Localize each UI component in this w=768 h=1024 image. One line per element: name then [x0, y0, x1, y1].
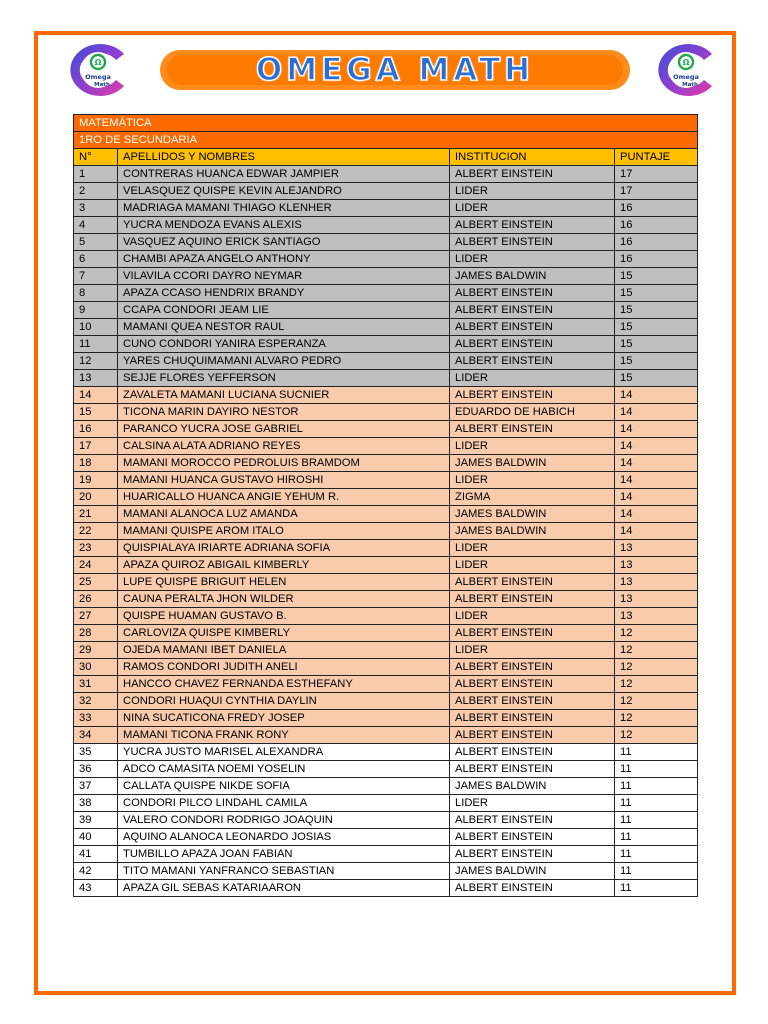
cell-number: 10 [74, 319, 118, 336]
cell-number: 4 [74, 217, 118, 234]
cell-score: 11 [615, 812, 698, 829]
cell-name: CAUNA PERALTA JHON WILDER [118, 591, 450, 608]
table-row [74, 540, 698, 557]
cell-score: 11 [615, 795, 698, 812]
table-row [74, 880, 698, 897]
cell-name: CARLOVIZA QUISPE KIMBERLY [118, 625, 450, 642]
cell-institution: ALBERT EINSTEIN [450, 319, 615, 336]
table-row [74, 472, 698, 489]
cell-number: 15 [74, 404, 118, 421]
cell-name: TITO MAMANI YANFRANCO SEBASTIAN [118, 863, 450, 880]
cell-institution: LIDER [450, 557, 615, 574]
cell-number: 41 [74, 846, 118, 863]
cell-score: 14 [615, 472, 698, 489]
table-row [74, 268, 698, 285]
cell-name: MADRIAGA MAMANI THIAGO KLENHER [118, 200, 450, 217]
title-row [74, 115, 698, 132]
column-header-number: N° [74, 149, 118, 166]
cell-score: 11 [615, 744, 698, 761]
cell-institution: JAMES BALDWIN [450, 506, 615, 523]
cell-number: 8 [74, 285, 118, 302]
cell-institution: ALBERT EINSTEIN [450, 285, 615, 302]
cell-score: 14 [615, 489, 698, 506]
cell-score: 12 [615, 625, 698, 642]
table-row [74, 217, 698, 234]
cell-name: APAZA CCASO HENDRIX BRANDY [118, 285, 450, 302]
cell-name: PARANCO YUCRA JOSE GABRIEL [118, 421, 450, 438]
cell-name: ADCO CAMASITA NOEMI YOSELIN [118, 761, 450, 778]
brand-title: OMEGA MATH [255, 52, 535, 88]
cell-score: 16 [615, 234, 698, 251]
cell-score: 12 [615, 710, 698, 727]
cell-number: 35 [74, 744, 118, 761]
cell-institution: ALBERT EINSTEIN [450, 829, 615, 846]
cell-score: 14 [615, 455, 698, 472]
table-row [74, 863, 698, 880]
cell-name: MAMANI ALANOCA LUZ AMANDA [118, 506, 450, 523]
cell-number: 16 [74, 421, 118, 438]
cell-name: CHAMBI APAZA ANGELO ANTHONY [118, 251, 450, 268]
cell-name: VILAVILA CCORI DAYRO NEYMAR [118, 268, 450, 285]
cell-institution: ALBERT EINSTEIN [450, 387, 615, 404]
cell-name: MAMANI HUANCA GUSTAVO HIROSHI [118, 472, 450, 489]
cell-number: 13 [74, 370, 118, 387]
cell-number: 34 [74, 727, 118, 744]
cell-institution: LIDER [450, 608, 615, 625]
cell-score: 17 [615, 183, 698, 200]
cell-institution: LIDER [450, 642, 615, 659]
header-row [74, 149, 698, 166]
table-row [74, 302, 698, 319]
cell-name: CONDORI PILCO LINDAHL CAMILA [118, 795, 450, 812]
cell-score: 15 [615, 302, 698, 319]
table-row [74, 336, 698, 353]
table-row [74, 353, 698, 370]
cell-institution: LIDER [450, 438, 615, 455]
cell-name: VASQUEZ AQUINO ERICK SANTIAGO [118, 234, 450, 251]
table-row [74, 710, 698, 727]
table-row [74, 251, 698, 268]
cell-name: AQUINO ALANOCA LEONARDO JOSIAS [118, 829, 450, 846]
cell-institution: ALBERT EINSTEIN [450, 625, 615, 642]
cell-name: MAMANI QUISPE AROM ITALO [118, 523, 450, 540]
cell-name: QUISPIALAYA IRIARTE ADRIANA SOFIA [118, 540, 450, 557]
cell-score: 13 [615, 540, 698, 557]
cell-score: 14 [615, 438, 698, 455]
cell-institution: ALBERT EINSTEIN [450, 710, 615, 727]
cell-institution: ALBERT EINSTEIN [450, 166, 615, 183]
table-row [74, 693, 698, 710]
table-row [74, 642, 698, 659]
table-row [74, 387, 698, 404]
table-row [74, 608, 698, 625]
table-row [74, 778, 698, 795]
cell-score: 14 [615, 523, 698, 540]
column-header-score: PUNTAJE [615, 149, 698, 166]
cell-score: 17 [615, 166, 698, 183]
cell-name: VELASQUEZ QUISPE KEVIN ALEJANDRO [118, 183, 450, 200]
cell-institution: ALBERT EINSTEIN [450, 812, 615, 829]
table-row [74, 829, 698, 846]
cell-score: 15 [615, 319, 698, 336]
table-row [74, 727, 698, 744]
cell-number: 26 [74, 591, 118, 608]
cell-institution: LIDER [450, 540, 615, 557]
cell-score: 11 [615, 880, 698, 897]
cell-number: 23 [74, 540, 118, 557]
cell-institution: LIDER [450, 370, 615, 387]
cell-score: 14 [615, 506, 698, 523]
cell-score: 14 [615, 421, 698, 438]
cell-institution: JAMES BALDWIN [450, 523, 615, 540]
cell-institution: JAMES BALDWIN [450, 778, 615, 795]
cell-number: 40 [74, 829, 118, 846]
cell-name: CALSINA ALATA ADRIANO REYES [118, 438, 450, 455]
cell-name: ZAVALETA MAMANI LUCIANA SUCNIER [118, 387, 450, 404]
cell-number: 12 [74, 353, 118, 370]
cell-institution: ZIGMA [450, 489, 615, 506]
cell-institution: ALBERT EINSTEIN [450, 676, 615, 693]
cell-score: 12 [615, 693, 698, 710]
cell-name: RAMOS CONDORI JUDITH ANELI [118, 659, 450, 676]
cell-institution: ALBERT EINSTEIN [450, 727, 615, 744]
table-row [74, 523, 698, 540]
cell-number: 14 [74, 387, 118, 404]
table-row [74, 285, 698, 302]
cell-score: 16 [615, 217, 698, 234]
cell-institution: LIDER [450, 251, 615, 268]
svg-text:Ω: Ω [94, 58, 102, 67]
logo-caption-line1: Omega [85, 73, 111, 81]
cell-number: 7 [74, 268, 118, 285]
table-row [74, 744, 698, 761]
logo-caption-line2: Math [682, 82, 698, 88]
cell-number: 39 [74, 812, 118, 829]
cell-institution: ALBERT EINSTEIN [450, 234, 615, 251]
cell-institution: ALBERT EINSTEIN [450, 353, 615, 370]
results-table [73, 114, 698, 897]
cell-score: 13 [615, 608, 698, 625]
cell-score: 15 [615, 353, 698, 370]
table-row [74, 455, 698, 472]
table-row [74, 591, 698, 608]
cell-number: 20 [74, 489, 118, 506]
cell-institution: LIDER [450, 795, 615, 812]
cell-name: TICONA MARIN DAYIRO NESTOR [118, 404, 450, 421]
cell-number: 30 [74, 659, 118, 676]
logo-caption-line1: Omega [673, 73, 699, 81]
table-row [74, 200, 698, 217]
cell-institution: ALBERT EINSTEIN [450, 217, 615, 234]
cell-name: LUPE QUISPE BRIGUIT HELEN [118, 574, 450, 591]
cell-score: 16 [615, 251, 698, 268]
cell-name: MAMANI QUEA NESTOR RAUL [118, 319, 450, 336]
table-row [74, 659, 698, 676]
cell-institution: EDUARDO DE HABICH [450, 404, 615, 421]
table-row [74, 812, 698, 829]
cell-name: CUNO CONDORI YANIRA ESPERANZA [118, 336, 450, 353]
cell-name: CALLATA QUISPE NIKDE SOFIA [118, 778, 450, 795]
omega-math-logo-left [58, 42, 138, 98]
table-title: MATEMÁTICA [74, 115, 698, 132]
cell-name: QUISPE HUAMAN GUSTAVO B. [118, 608, 450, 625]
table-row [74, 846, 698, 863]
cell-institution: ALBERT EINSTEIN [450, 302, 615, 319]
cell-number: 22 [74, 523, 118, 540]
cell-name: VALERO CONDORI RODRIGO JOAQUIN [118, 812, 450, 829]
table-row [74, 761, 698, 778]
cell-score: 12 [615, 642, 698, 659]
cell-score: 11 [615, 778, 698, 795]
cell-number: 32 [74, 693, 118, 710]
cell-score: 13 [615, 557, 698, 574]
column-header-names: APELLIDOS Y NOMBRES [118, 149, 450, 166]
table-row [74, 319, 698, 336]
cell-institution: ALBERT EINSTEIN [450, 744, 615, 761]
cell-name: CCAPA CONDORI JEAM LIE [118, 302, 450, 319]
table-row [74, 370, 698, 387]
cell-name: APAZA QUIROZ ABIGAIL KIMBERLY [118, 557, 450, 574]
cell-score: 11 [615, 761, 698, 778]
cell-score: 12 [615, 727, 698, 744]
logo-caption-line2: Math [94, 82, 110, 88]
cell-score: 11 [615, 846, 698, 863]
table-row [74, 404, 698, 421]
cell-score: 13 [615, 591, 698, 608]
column-header-institution: INSTITUCION [450, 149, 615, 166]
cell-number: 42 [74, 863, 118, 880]
cell-number: 3 [74, 200, 118, 217]
cell-score: 13 [615, 574, 698, 591]
cell-score: 15 [615, 370, 698, 387]
cell-institution: ALBERT EINSTEIN [450, 421, 615, 438]
table-row [74, 557, 698, 574]
cell-number: 18 [74, 455, 118, 472]
cell-name: APAZA GIL SEBAS KATARIAARON [118, 880, 450, 897]
table-row [74, 166, 698, 183]
cell-institution: ALBERT EINSTEIN [450, 591, 615, 608]
cell-score: 14 [615, 387, 698, 404]
table-row [74, 795, 698, 812]
cell-number: 33 [74, 710, 118, 727]
table-row [74, 625, 698, 642]
cell-institution: LIDER [450, 472, 615, 489]
cell-number: 27 [74, 608, 118, 625]
brand-banner [160, 50, 630, 90]
cell-name: CONDORI HUAQUI CYNTHIA DAYLIN [118, 693, 450, 710]
table-row [74, 421, 698, 438]
table-subtitle: 1RO DE SECUNDARIA [74, 132, 698, 149]
cell-number: 25 [74, 574, 118, 591]
table-row [74, 183, 698, 200]
cell-score: 12 [615, 676, 698, 693]
cell-number: 5 [74, 234, 118, 251]
table-row [74, 676, 698, 693]
cell-institution: LIDER [450, 183, 615, 200]
cell-number: 2 [74, 183, 118, 200]
cell-number: 36 [74, 761, 118, 778]
svg-text:Ω: Ω [682, 58, 690, 67]
cell-institution: JAMES BALDWIN [450, 863, 615, 880]
cell-number: 24 [74, 557, 118, 574]
cell-number: 31 [74, 676, 118, 693]
cell-number: 21 [74, 506, 118, 523]
cell-name: YARES CHUQUIMAMANI ALVARO PEDRO [118, 353, 450, 370]
table-row [74, 489, 698, 506]
cell-name: NINA SUCATICONA FREDY JOSEP [118, 710, 450, 727]
cell-institution: ALBERT EINSTEIN [450, 336, 615, 353]
cell-number: 6 [74, 251, 118, 268]
cell-score: 11 [615, 829, 698, 846]
cell-name: YUCRA JUSTO MARISEL ALEXANDRA [118, 744, 450, 761]
cell-institution: ALBERT EINSTEIN [450, 693, 615, 710]
cell-name: TUMBILLO APAZA JOAN FABIAN [118, 846, 450, 863]
cell-name: SEJJE FLORES YEFFERSON [118, 370, 450, 387]
cell-institution: ALBERT EINSTEIN [450, 761, 615, 778]
cell-number: 1 [74, 166, 118, 183]
cell-name: MAMANI TICONA FRANK RONY [118, 727, 450, 744]
cell-number: 37 [74, 778, 118, 795]
cell-institution: LIDER [450, 200, 615, 217]
cell-name: MAMANI MOROCCO PEDROLUIS BRAMDOM [118, 455, 450, 472]
cell-number: 9 [74, 302, 118, 319]
cell-score: 16 [615, 200, 698, 217]
cell-institution: ALBERT EINSTEIN [450, 659, 615, 676]
cell-institution: ALBERT EINSTEIN [450, 574, 615, 591]
cell-number: 19 [74, 472, 118, 489]
brand-banner-inner [167, 52, 623, 88]
cell-name: CONTRERAS HUANCA EDWAR JAMPIER [118, 166, 450, 183]
table-row [74, 234, 698, 251]
cell-score: 12 [615, 659, 698, 676]
cell-number: 38 [74, 795, 118, 812]
cell-institution: JAMES BALDWIN [450, 455, 615, 472]
table-row [74, 574, 698, 591]
results-body [74, 166, 698, 897]
cell-score: 14 [615, 404, 698, 421]
cell-score: 11 [615, 863, 698, 880]
table-row [74, 438, 698, 455]
cell-name: HUARICALLO HUANCA ANGIE YEHUM R. [118, 489, 450, 506]
cell-name: YUCRA MENDOZA EVANS ALEXIS [118, 217, 450, 234]
cell-name: HANCCO CHAVEZ FERNANDA ESTHEFANY [118, 676, 450, 693]
cell-number: 43 [74, 880, 118, 897]
cell-score: 15 [615, 268, 698, 285]
omega-math-logo-right [646, 42, 726, 98]
cell-institution: JAMES BALDWIN [450, 268, 615, 285]
cell-number: 28 [74, 625, 118, 642]
cell-number: 11 [74, 336, 118, 353]
cell-number: 29 [74, 642, 118, 659]
subtitle-row [74, 132, 698, 149]
cell-name: OJEDA MAMANI IBET DANIELA [118, 642, 450, 659]
cell-institution: ALBERT EINSTEIN [450, 880, 615, 897]
cell-number: 17 [74, 438, 118, 455]
cell-institution: ALBERT EINSTEIN [450, 846, 615, 863]
cell-score: 15 [615, 285, 698, 302]
table-row [74, 506, 698, 523]
cell-score: 15 [615, 336, 698, 353]
